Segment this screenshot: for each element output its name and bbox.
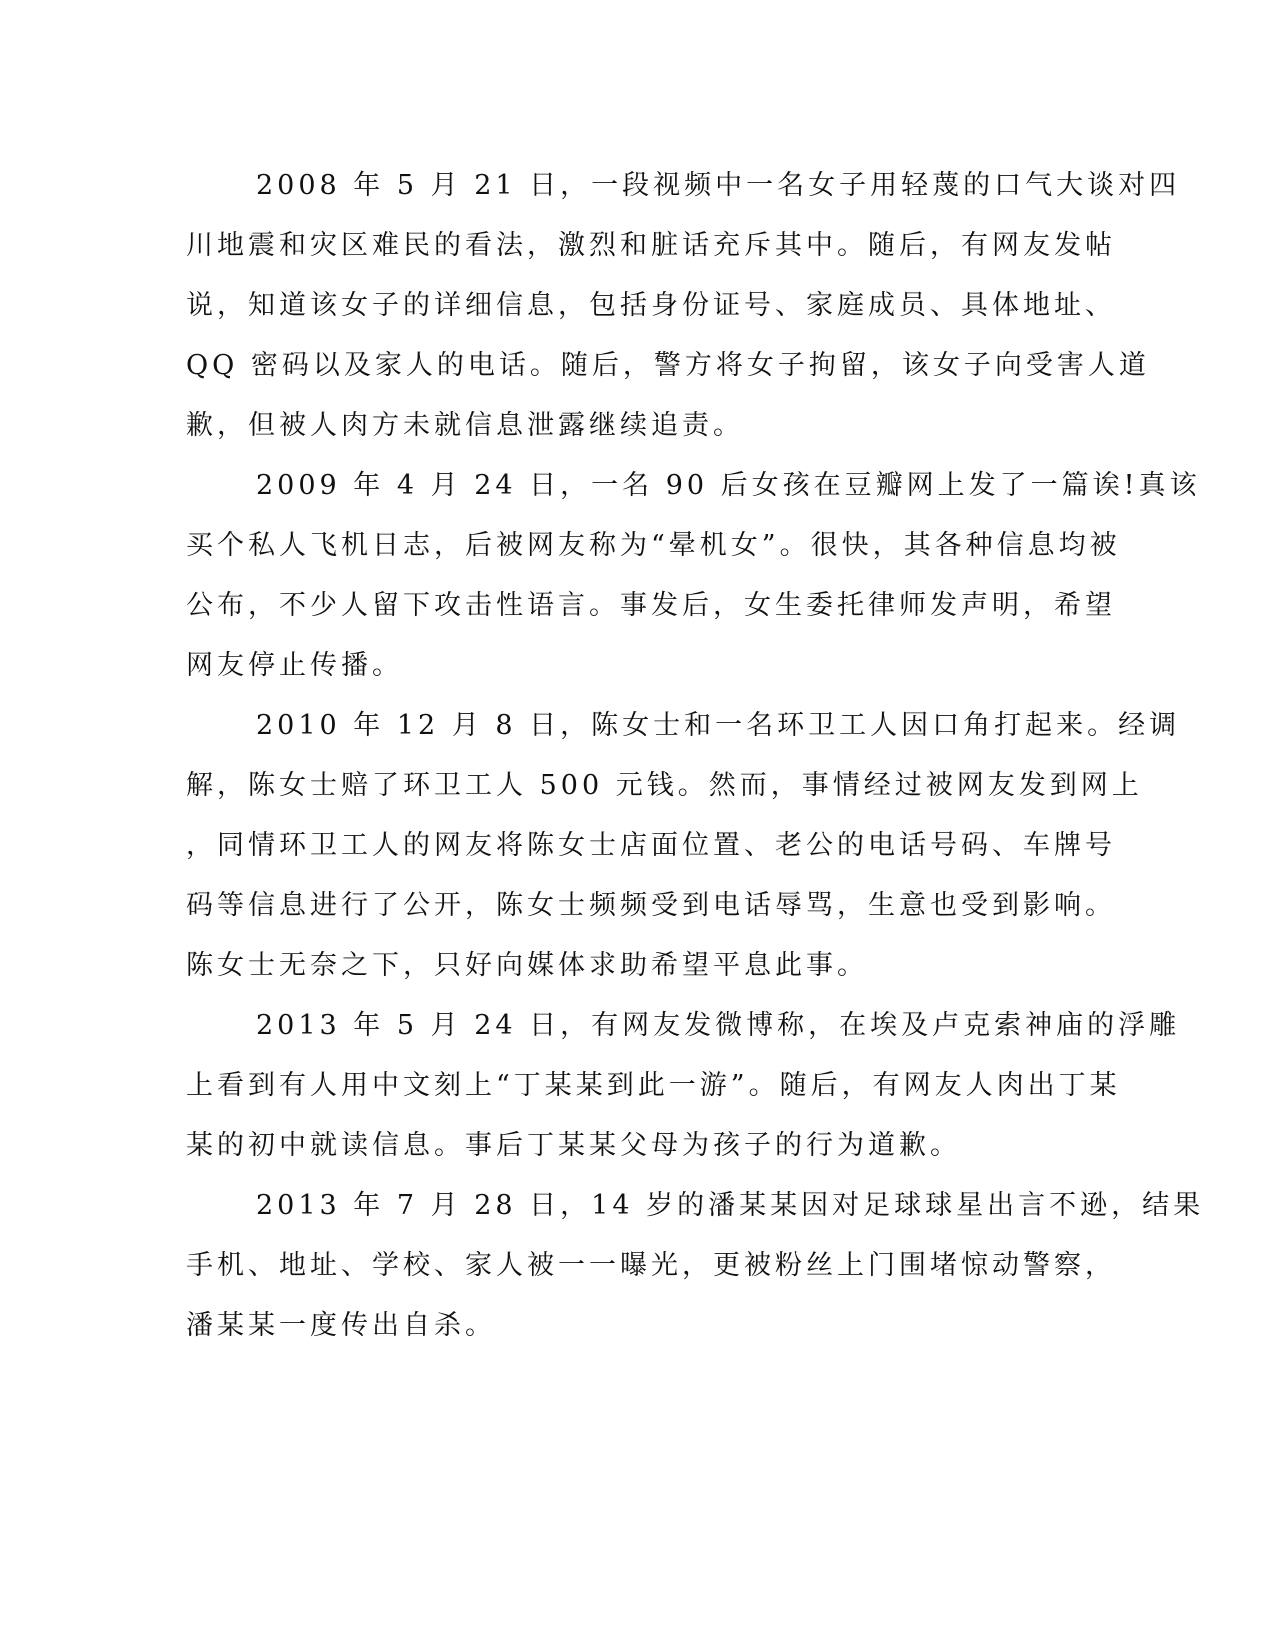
text-line: 川地震和灾区难民的看法，激烈和脏话充斥其中。随后，有网友发帖 [186, 230, 1116, 261]
text-line: 解，陈女士赔了环卫工人 500 元钱。然而，事情经过被网友发到网上 [186, 770, 1143, 801]
text-line: 上看到有人用中文刻上“丁某某到此一游”。随后，有网友人肉出丁某 [186, 1070, 1121, 1101]
text-line: 潘某某一度传出自杀。 [186, 1310, 496, 1341]
text-line: 网友停止传播。 [186, 650, 403, 681]
paragraph-2013-july [186, 1176, 1205, 1356]
text-line: 某的初中就读信息。事后丁某某父母为孩子的行为道歉。 [186, 1130, 961, 1161]
text-line: ，同情环卫工人的网友将陈女士店面位置、老公的电话号码、车牌号 [186, 830, 1116, 861]
text-line: 2010 年 12 月 8 日，陈女士和一名环卫工人因口角打起来。经调 [256, 710, 1181, 741]
text-line: 说，知道该女子的详细信息，包括身份证号、家庭成员、具体地址、 [186, 290, 1116, 321]
text-line: QQ 密码以及家人的电话。随后，警方将女子拘留，该女子向受害人道 [186, 350, 1150, 381]
paragraph-2013-may [186, 996, 1181, 1176]
text-line: 手机、地址、学校、家人被一一曝光，更被粉丝上门围堵惊动警察， [186, 1250, 1116, 1281]
text-line: 码等信息进行了公开，陈女士频频受到电话辱骂，生意也受到影响。 [186, 890, 1116, 921]
text-line: 2013 年 5 月 24 日，有网友发微博称，在埃及卢克索神庙的浮雕 [256, 1010, 1181, 1041]
paragraph-2010 [186, 696, 1181, 996]
text-line: 2009 年 4 月 24 日，一名 90 后女孩在豆瓣网上发了一篇诶!真该 [256, 470, 1201, 501]
text-line: 陈女士无奈之下，只好向媒体求助希望平息此事。 [186, 950, 868, 981]
paragraph-2009 [186, 456, 1201, 696]
text-line: 2013 年 7 月 28 日，14 岁的潘某某因对足球球星出言不逊，结果 [256, 1190, 1205, 1221]
paragraph-2008 [186, 156, 1181, 456]
text-line: 买个私人飞机日志，后被网友称为“晕机女”。很快，其各种信息均被 [186, 530, 1121, 561]
document-body [186, 156, 1205, 1356]
text-line: 歉，但被人肉方未就信息泄露继续追责。 [186, 410, 744, 441]
text-line: 2008 年 5 月 21 日，一段视频中一名女子用轻蔑的口气大谈对四 [256, 170, 1181, 201]
text-line: 公布，不少人留下攻击性语言。事发后，女生委托律师发声明，希望 [186, 590, 1116, 621]
